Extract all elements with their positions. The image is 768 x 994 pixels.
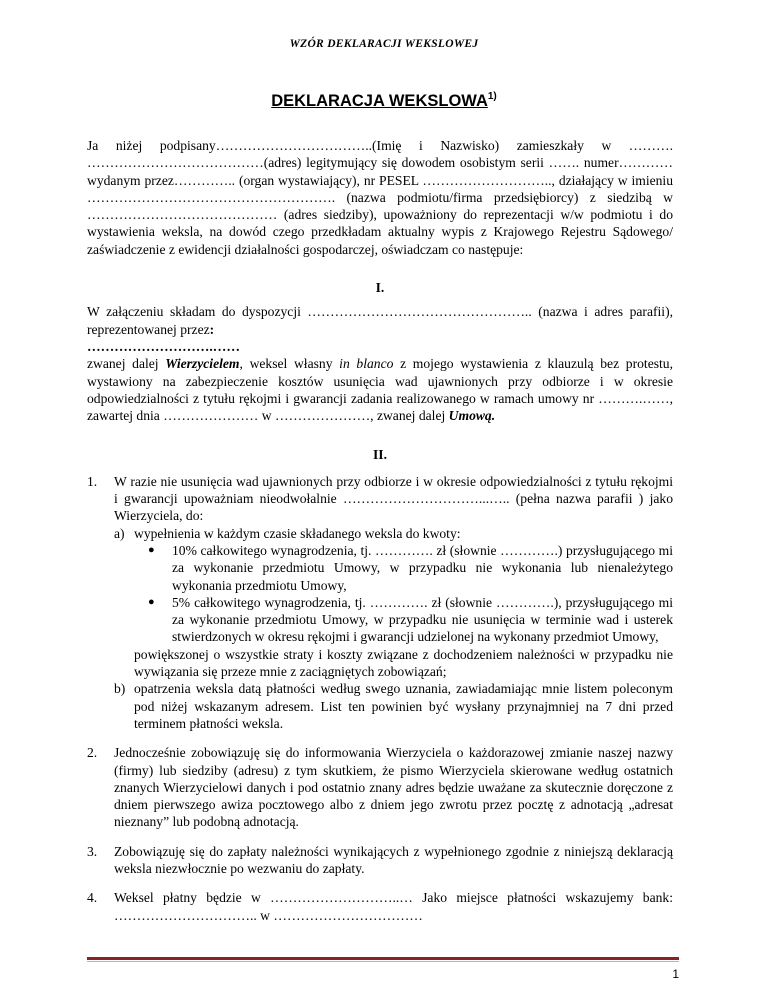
section-1-heading: I. — [375, 280, 385, 296]
sub-item-b — [114, 680, 673, 732]
list-item-4-text: Weksel płatny będzie w ………………………..… Jako miejsce płatności wskazujemy bank: ………………………….. w …………………………… — [114, 890, 673, 923]
list-item-4 — [87, 889, 673, 924]
list-item-1 — [87, 473, 673, 732]
section-1-colon: : — [209, 321, 215, 337]
bullet-item-1-text: 10% całkowitego wynagrodzenia, tj. …………. zł (słownie ………….) przysługującego mi za wykonanie przedmiotu Umowy, w przypadku nie wykonania lub nienależytego wykonania przedmiotu Umowy, — [172, 542, 673, 593]
footer-rule-shadow — [87, 961, 679, 962]
document-title-text: DEKLARACJA WEKSLOWA — [271, 92, 488, 110]
list-item-2-text: Jednocześnie zobowiązuję się do informowania Wierzyciela o każdorazowej zmianie naszej nazwy (firmy) lub siedziby (adresu) z tym skutkiem, że pismo Wierzyciela skierowane według ostatnich znanych Wierzycielowi danych i pod ostatnio znany adres będzie uważane za skutecznie doręczone z dniem pierwszego awiza pocztowego albo z dniem jego zwrotu przez pocztę z adnotacją „adresat nieznany” lub podobną adnotacją. — [114, 745, 673, 830]
running-header: WZÓR DEKLARACJI WEKSLOWEJ — [289, 38, 479, 50]
document-title — [0, 91, 768, 111]
representative-placeholder: ……………………….…… — [87, 338, 240, 354]
footer-rule — [87, 957, 679, 960]
list-item-3-number: 3. — [87, 843, 98, 859]
p2-b: , weksel własny — [239, 356, 340, 372]
bullet-item-1 — [142, 542, 673, 594]
bullet-icon: ● — [148, 595, 155, 608]
section-1-line-1: W załączeniu składam do dyspozycji ………………………………………….. (nazwa i adres parafii), reprezentowanej przez — [87, 304, 673, 337]
bullet-icon: ● — [148, 543, 155, 556]
sub-item-b-text: opatrzenia weksla datą płatności według swego uznania, zawiadamiając mnie listem poleconym pod niżej wskazanym adresem. List ten powinien być wysłany przynajmniej na 7 dni przed terminem płatności weksla. — [134, 681, 673, 731]
list-item-3 — [87, 843, 673, 878]
p2-umowa: Umową. — [448, 408, 496, 424]
sub-item-a-tail: powiększonej o wszystkie straty i koszty związane z dochodzeniem należności w przypadku nie wywiązania się przeze mnie z zaciągniętych zobowiązań; — [134, 646, 673, 680]
p2-c: z mojego wystawienia z klauzulą bez protestu, wystawiony na zabezpieczenie kosztów usunięcia wad ujawnionych przy odbiorze i w okresie odpowiedzialności z tytułu rękojmi i gwarancji zadania realizowanego w ramach umowy nr ……….……, zawartej dnia ………………… w …………………, zwanej dalej — [87, 356, 673, 424]
document-body — [87, 137, 673, 924]
list-item-3-text: Zobowiązuję się do zapłaty należności wynikających z wypełnionego zgodnie z niniejszą deklaracją weksla niezwłocznie po wezwaniu do zapłaty. — [114, 843, 673, 876]
section-1-paragraph-1 — [87, 303, 673, 338]
p2-a: zwanej dalej — [87, 356, 166, 372]
bullet-item-2-text: 5% całkowitego wynagrodzenia, tj. …………. zł (słownie ………….), przysługującego mi za wykonanie przedmiotu Umowy, w przypadku nie usunięcia w terminie wad i usterek stwierdzonych w okresu rękojmi i gwarancji udzielonej na wykonany przedmiot Umowy, — [172, 594, 673, 645]
list-item-4-number: 4. — [87, 890, 98, 906]
list-item-1-number: 1. — [87, 473, 98, 489]
sub-item-a-text: wypełnienia w każdym czasie składanego weksla do kwoty: — [134, 525, 461, 541]
page-number: 1 — [672, 967, 679, 981]
footnote-mark: 1) — [487, 91, 497, 102]
section-1-paragraph-2 — [87, 355, 673, 424]
section-2-heading: II. — [373, 447, 387, 463]
sub-item-b-label: b) — [114, 681, 126, 697]
p2-blanco: in blanco — [339, 356, 394, 372]
list-item-2-number: 2. — [87, 745, 98, 761]
list-item-1-text: W razie nie usunięcia wad ujawnionych przy odbiorze i w okresie odpowiedzialności z tytułu rękojmi i gwarancji upoważniam nieodwołalnie …………………………...….. (pełna nazwa parafii ) jako Wierzyciela, do: — [114, 473, 673, 524]
sub-item-a — [114, 525, 673, 542]
p2-wierzyciel: Wierzycielem — [165, 356, 240, 372]
sub-item-a-label: a) — [114, 525, 125, 541]
intro-paragraph: Ja niżej podpisany……………………………..(Imię i Nazwisko) zamieszkały w ………. …………………………………(adres) legitymujący się dowodem osobistym serii ……. numer………… wydanym przez………….. (organ wystawiający), nr PESEL ……………………….., działający w imieniu ………………………………………………. (nazwa podmiotu/firma przedsiębiorcy) z siedzibą w …………………………………… (adres siedziby), upoważniony do reprezentacji w/w podmiotu i do wystawienia weksla, na dowód czego przedkładam aktualny wypis z Krajowego Rejestru Sądowego/ zaświadczenie z ewidencji działalności gospodarczej, oświadczam co następuje: — [87, 138, 673, 257]
bullet-item-2 — [142, 594, 673, 646]
list-item-2 — [87, 744, 673, 830]
